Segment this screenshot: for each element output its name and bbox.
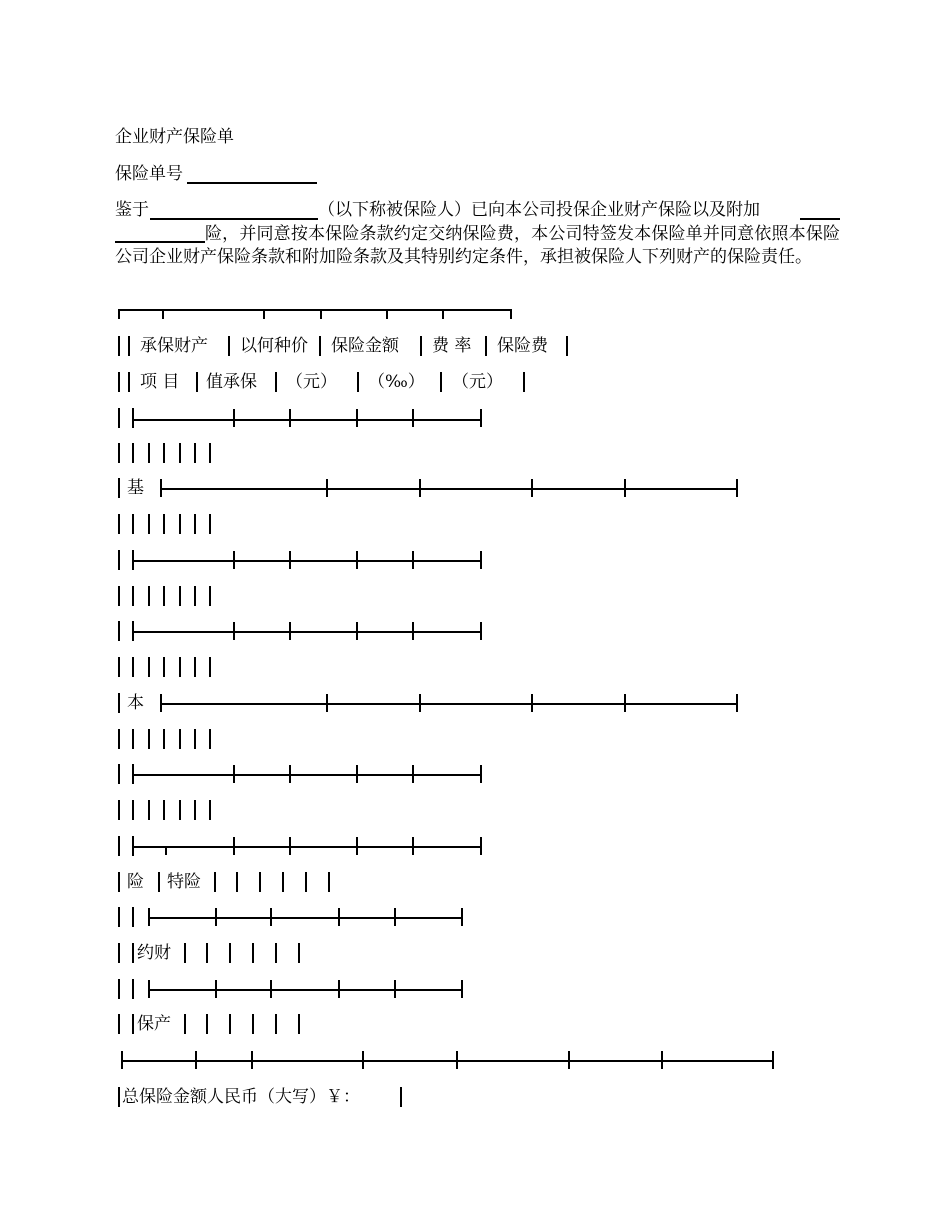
policy-number-label: 保险单号 [115, 164, 183, 184]
intro-middle: （以下称被保险人）已向本公司投保企业财产保险以及附加 [318, 200, 760, 220]
row-label-ben: 本 [127, 693, 144, 713]
insured-name-field[interactable] [150, 218, 318, 220]
policy-number-field[interactable] [187, 182, 317, 184]
header-valuation-method: 以何种价 [240, 336, 308, 356]
header-sum-insured: 保险金额 [331, 336, 399, 356]
header-item: 项 目 [140, 372, 180, 392]
additional-insurance-field-1[interactable] [800, 218, 840, 220]
header-insured-property: 承保财产 [140, 336, 208, 356]
row-label-ji: 基 [127, 478, 144, 498]
intro-lead: 鉴于 [115, 200, 149, 220]
header-unit-yuan-1: （元） [286, 372, 337, 392]
intro-body: 险，并同意按本保险条款约定交纳保险费，本公司特签发本保险单并同意依照本保险公司企业财产保险条款和附加险条款及其特别约定条件，承担被保险人下列财产的保险责任。 [115, 224, 840, 267]
row-label-texian: 特险 [167, 872, 201, 892]
row-label-yuecai: 约财 [137, 943, 171, 963]
header-value-basis: 值承保 [206, 372, 257, 392]
header-unit-permille: （‰） [368, 372, 425, 392]
header-unit-yuan-2: （元） [452, 372, 503, 392]
header-premium: 保险费 [497, 336, 548, 356]
header-rate: 费 率 [432, 336, 472, 356]
row-label-xian: 险 [127, 872, 144, 892]
row-label-baochan: 保产 [137, 1014, 171, 1034]
document-title: 企业财产保险单 [115, 127, 234, 147]
total-sum-label: 总保险金额人民币（大写）￥： [122, 1087, 360, 1107]
